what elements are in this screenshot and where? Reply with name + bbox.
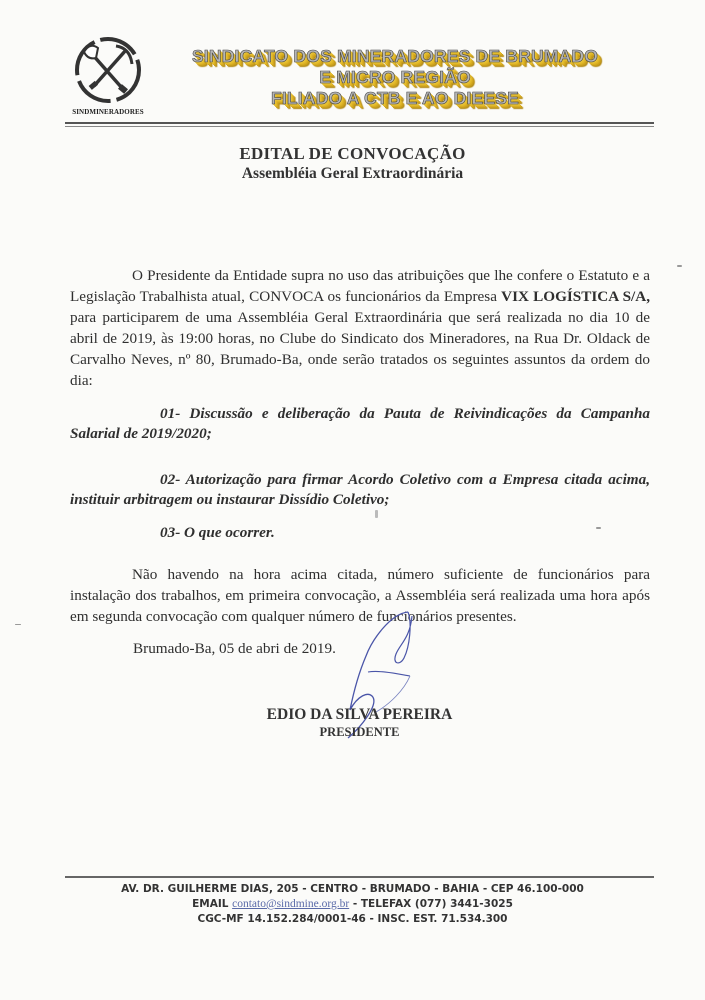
footer-divider xyxy=(65,876,654,878)
telefax: - TELEFAX (077) 3441-3025 xyxy=(349,898,513,910)
footer-address: AV. DR. GUILHERME DIAS, 205 - CENTRO - BRUMADO - BAHIA - CEP 46.100-000 xyxy=(121,883,584,895)
paragraph1-intro: O Presidente da Entidade supra no uso das atribuições que lhe confere o Estatuto e a Legislação Trabalhista atual, CONVOCA os funcionários da Empresa xyxy=(70,267,650,305)
signatory-role: PRESIDENTE xyxy=(319,725,400,739)
banner-line-1: SINDICATO DOS MINERADORES DE BRUMADO xyxy=(191,46,599,66)
scan-speck xyxy=(677,265,682,267)
agenda-item-1: 01- Discussão e deliberação da Pauta de Reivindicações da Campanha Salarial de 2019/2020; xyxy=(70,405,650,442)
convocation-paragraph xyxy=(70,265,650,391)
scan-speck xyxy=(15,624,21,625)
date-line: Brumado-Ba, 05 de abri de 2019. xyxy=(133,640,336,657)
banner-line-2: E MICRO REGIÃO xyxy=(319,67,471,87)
quorum-paragraph: Não havendo na hora acima citada, número suficiente de funcionários para instalação dos trabalhos, em primeira convocação, a Assembléia será realizada uma hora após em segunda convocação com qualquer número de funcionários presentes. xyxy=(70,566,650,625)
banner-line-3: FILIADO A CTB E AO DIEESE xyxy=(270,88,520,108)
footer-contact xyxy=(0,897,705,912)
scan-speck xyxy=(375,510,378,518)
title-main: EDITAL DE CONVOCAÇÃO xyxy=(239,144,466,163)
header-divider xyxy=(65,122,654,124)
agenda-item-2: 02- Autorização para firmar Acordo Coletivo com a Empresa citada acima, instituir arbitragem ou instaurar Dissídio Coletivo; xyxy=(70,471,650,508)
title-subtitle: Assembléia Geral Extraordinária xyxy=(241,165,464,182)
email-label: EMAIL xyxy=(192,898,233,910)
paragraph1-rest: para participarem de uma Assembléia Geral Extraordinária que será realizada no dia 10 de abril de 2019, às 19:00 horas, no Clube do Sindicato dos Mineradores, na Rua Dr. Oldack de Carvalho Neves, nº 80, Brumado-Ba, onde serão tratados os seguintes assuntos da ordem do dia: xyxy=(70,309,650,389)
company-name: VIX LOGÍSTICA S/A, xyxy=(501,288,650,305)
signatory xyxy=(0,706,705,740)
document-title xyxy=(0,144,705,183)
union-banner xyxy=(160,46,630,109)
union-logo xyxy=(66,34,150,116)
signatory-name: EDIO DA SILVA PEREIRA xyxy=(266,706,453,723)
header-divider-thin xyxy=(65,126,654,127)
logo-caption: SINDMINERADORES xyxy=(72,108,144,116)
scan-speck xyxy=(596,527,601,529)
email-link[interactable]: contato@sindmine.org.br xyxy=(232,898,350,910)
footer xyxy=(0,882,705,927)
footer-registry: CGC-MF 14.152.284/0001-46 - INSC. EST. 71.534.300 xyxy=(197,913,508,925)
pickaxe-shovel-icon xyxy=(72,34,144,106)
agenda-item-3: 03- O que ocorrer. xyxy=(160,524,275,541)
